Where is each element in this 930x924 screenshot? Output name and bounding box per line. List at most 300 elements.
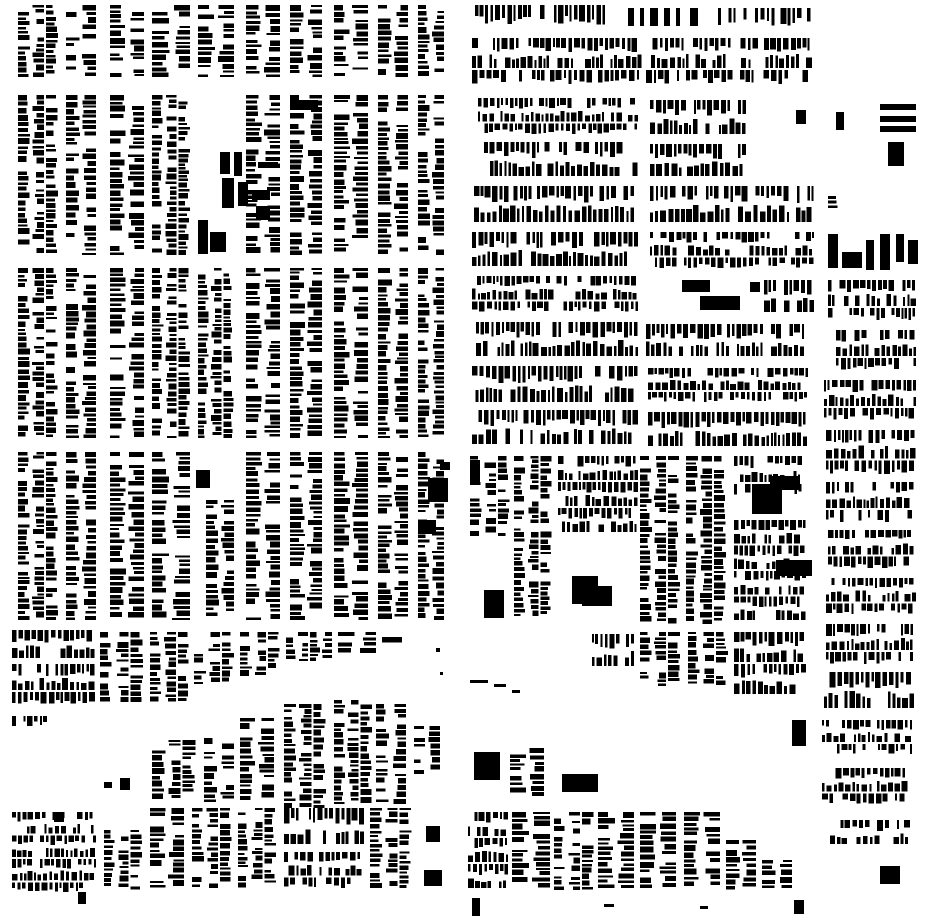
building-footprint: [511, 142, 515, 152]
building-footprint: [499, 291, 502, 299]
building-footprint: [378, 69, 386, 75]
building-footprint: [355, 830, 359, 844]
building-footprint: [861, 308, 864, 317]
building-footprint: [534, 766, 544, 772]
building-footprint: [110, 493, 124, 496]
building-footprint: [194, 682, 203, 684]
building-footprint: [576, 142, 582, 151]
building-footprint: [758, 546, 761, 552]
building-footprint: [18, 403, 29, 406]
building-footprint: [66, 545, 75, 550]
building-footprint: [18, 432, 26, 437]
building-footprint: [618, 340, 623, 356]
building-footprint: [152, 280, 160, 285]
building-footprint: [418, 207, 427, 212]
building-footprint: [621, 388, 627, 402]
building-footprint: [309, 808, 311, 820]
building-footprint: [477, 276, 481, 285]
building-footprint: [852, 530, 855, 538]
building-footprint: [700, 345, 702, 356]
building-footprint: [863, 793, 867, 802]
building-footprint: [93, 835, 96, 842]
building-footprint: [680, 432, 682, 446]
building-footprint: [389, 863, 398, 867]
building-footprint: [661, 837, 676, 842]
building-footprint: [23, 835, 28, 842]
building-footprint: [359, 303, 368, 305]
building-footprint: [266, 304, 280, 310]
building-footprint: [914, 358, 916, 366]
building-footprint: [617, 470, 621, 480]
building-footprint: [37, 113, 44, 117]
building-footprint: [378, 250, 388, 255]
building-footprint: [308, 470, 323, 473]
building-footprint: [772, 562, 776, 569]
building-footprint: [46, 95, 56, 99]
building-footprint: [783, 186, 788, 201]
building-footprint: [907, 380, 911, 391]
building-footprint: [240, 789, 251, 794]
building-footprint: [179, 290, 187, 292]
building-footprint: [707, 638, 714, 642]
building-footprint: [134, 333, 144, 336]
building-footprint: [495, 161, 499, 176]
building-footprint: [165, 695, 176, 697]
building-footprint: [152, 378, 161, 381]
building-footprint: [121, 697, 129, 702]
building-footprint: [514, 467, 525, 473]
building-footprint: [290, 475, 302, 478]
building-footprint: [848, 578, 850, 587]
building-footprint: [691, 412, 693, 428]
building-footprint: [688, 642, 696, 647]
building-footprint: [74, 849, 78, 857]
building-footprint: [398, 742, 406, 747]
building-footprint: [564, 142, 567, 155]
building-footprint: [573, 887, 580, 890]
building-footprint: [513, 186, 517, 200]
building-footprint: [290, 155, 303, 158]
building-footprint: [875, 578, 877, 588]
building-footprint: [617, 98, 621, 107]
building-footprint: [434, 320, 444, 322]
building-footprint: [257, 632, 266, 637]
building-footprint: [129, 465, 144, 468]
building-footprint: [400, 248, 408, 252]
building-footprint: [66, 617, 75, 620]
building-footprint: [436, 249, 444, 255]
building-footprint: [755, 587, 759, 595]
building-footprint: [703, 620, 712, 624]
building-footprint: [496, 322, 500, 335]
building-footprint: [286, 649, 295, 654]
building-footprint: [700, 509, 712, 515]
building-footprint: [834, 448, 838, 458]
building-footprint: [192, 824, 199, 827]
building-footprint: [100, 649, 108, 654]
building-footprint: [640, 575, 650, 581]
building-footprint: [238, 839, 247, 845]
building-footprint: [152, 31, 169, 34]
building-footprint: [627, 211, 629, 222]
building-footprint: [150, 834, 166, 837]
building-footprint: [196, 470, 210, 488]
building-footprint: [602, 232, 605, 245]
building-footprint: [877, 652, 880, 664]
building-footprint: [133, 470, 144, 475]
building-footprint: [179, 401, 190, 405]
building-footprint: [211, 853, 218, 857]
building-footprint: [396, 107, 408, 110]
building-footprint: [334, 275, 349, 279]
building-footprint: [86, 249, 97, 251]
building-footprint: [714, 470, 724, 473]
building-footprint: [66, 220, 77, 225]
building-footprint: [802, 324, 804, 339]
building-footprint: [478, 98, 481, 106]
building-footprint: [727, 100, 730, 111]
building-footprint: [35, 194, 44, 197]
building-footprint: [223, 273, 229, 276]
building-footprint: [290, 594, 305, 598]
building-footprint: [719, 392, 723, 399]
building-footprint: [611, 522, 616, 532]
building-footprint: [839, 408, 843, 415]
building-footprint: [689, 144, 692, 155]
building-footprint: [484, 463, 496, 469]
building-footprint: [18, 599, 29, 603]
building-footprint: [265, 489, 281, 493]
building-footprint: [360, 648, 376, 653]
building-footprint: [779, 536, 785, 544]
building-footprint: [257, 667, 266, 671]
building-footprint: [538, 883, 550, 887]
building-footprint: [640, 456, 649, 460]
building-footprint: [418, 323, 428, 328]
building-footprint: [651, 55, 655, 68]
building-footprint: [183, 756, 192, 759]
building-footprint: [711, 881, 721, 885]
building-footprint: [572, 821, 580, 823]
building-footprint: [705, 573, 713, 576]
building-footprint: [270, 587, 280, 590]
building-footprint: [522, 206, 524, 222]
building-footprint: [418, 276, 428, 279]
building-footprint: [684, 841, 697, 844]
building-footprint: [499, 853, 505, 862]
building-footprint: [714, 527, 723, 532]
building-footprint: [290, 159, 302, 163]
building-footprint: [479, 812, 485, 821]
building-footprint: [270, 415, 280, 421]
building-footprint: [290, 428, 300, 431]
building-footprint: [541, 532, 552, 538]
building-footprint: [152, 611, 167, 617]
building-footprint: [828, 280, 832, 292]
building-footprint: [17, 882, 20, 889]
building-footprint: [495, 123, 500, 130]
building-footprint: [512, 59, 515, 68]
building-footprint: [128, 176, 144, 180]
building-footprint: [418, 159, 428, 163]
building-footprint: [525, 343, 528, 357]
building-footprint: [378, 564, 388, 569]
building-footprint: [562, 521, 565, 532]
building-footprint: [700, 296, 740, 310]
building-footprint: [826, 450, 832, 459]
building-footprint: [198, 26, 209, 31]
building-footprint: [36, 411, 44, 416]
building-footprint: [897, 698, 900, 708]
building-footprint: [737, 344, 739, 356]
building-footprint: [313, 744, 323, 749]
building-footprint: [240, 748, 251, 753]
building-footprint: [169, 367, 177, 371]
building-footprint: [334, 877, 339, 885]
building-footprint: [905, 308, 907, 319]
building-footprint: [435, 421, 444, 424]
building-footprint: [897, 603, 899, 612]
building-footprint: [398, 598, 408, 601]
building-footprint: [468, 827, 470, 837]
building-footprint: [714, 606, 724, 609]
building-footprint: [506, 98, 508, 105]
building-footprint: [556, 410, 560, 420]
building-footprint: [334, 380, 349, 385]
building-footprint: [771, 324, 775, 334]
building-footprint: [673, 248, 677, 256]
building-footprint: [352, 580, 368, 584]
building-footprint: [198, 65, 210, 67]
building-footprint: [714, 490, 724, 493]
building-footprint: [215, 427, 221, 431]
building-footprint: [284, 808, 289, 823]
building-footprint: [271, 102, 280, 106]
building-footprint: [700, 213, 706, 222]
building-footprint: [541, 468, 551, 473]
building-footprint: [543, 123, 546, 133]
building-footprint: [752, 681, 756, 694]
building-footprint: [539, 98, 544, 106]
building-footprint: [538, 123, 541, 133]
building-footprint: [80, 851, 84, 857]
building-footprint: [334, 772, 345, 778]
building-footprint: [857, 793, 861, 803]
building-footprint: [18, 207, 25, 211]
building-footprint: [270, 556, 280, 560]
building-footprint: [611, 113, 614, 122]
building-footprint: [875, 348, 880, 356]
building-footprint: [394, 799, 407, 804]
building-footprint: [414, 770, 424, 774]
building-footprint: [152, 62, 162, 66]
building-footprint: [84, 477, 96, 482]
building-footprint: [36, 293, 45, 295]
building-footprint: [66, 532, 74, 535]
building-footprint: [66, 393, 78, 396]
building-footprint: [214, 339, 222, 343]
building-footprint: [179, 164, 185, 166]
building-footprint: [885, 510, 889, 522]
building-footprint: [65, 692, 70, 701]
building-footprint: [490, 161, 493, 176]
building-footprint: [266, 13, 281, 17]
building-footprint: [887, 294, 892, 306]
building-footprint: [290, 551, 304, 555]
building-footprint: [716, 676, 723, 679]
building-footprint: [299, 777, 312, 779]
building-footprint: [262, 785, 274, 791]
building-footprint: [84, 435, 96, 439]
building-footprint: [378, 59, 389, 64]
building-footprint: [895, 793, 897, 800]
building-footprint: [32, 53, 44, 57]
building-footprint: [842, 430, 844, 443]
building-footprint: [18, 487, 27, 491]
building-footprint: [836, 330, 840, 340]
building-footprint: [352, 187, 368, 191]
building-footprint: [266, 157, 280, 161]
building-footprint: [110, 512, 125, 515]
building-footprint: [700, 612, 712, 617]
building-footprint: [536, 862, 550, 866]
building-footprint: [37, 525, 44, 527]
building-footprint: [556, 366, 559, 377]
building-footprint: [435, 208, 444, 213]
building-footprint: [61, 849, 64, 857]
building-footprint: [352, 483, 368, 487]
building-footprint: [168, 167, 177, 172]
building-footprint: [33, 106, 44, 111]
building-footprint: [79, 882, 83, 888]
building-footprint: [18, 604, 29, 609]
building-footprint: [908, 240, 918, 264]
building-footprint: [418, 27, 426, 33]
building-footprint: [726, 869, 739, 871]
building-footprint: [198, 5, 209, 9]
building-footprint: [583, 474, 588, 480]
building-footprint: [910, 744, 912, 754]
building-footprint: [334, 482, 349, 486]
building-footprint: [505, 864, 508, 875]
building-footprint: [226, 608, 234, 611]
building-footprint: [104, 869, 113, 871]
building-footprint: [418, 66, 429, 69]
building-footprint: [378, 376, 388, 379]
building-footprint: [334, 488, 347, 491]
building-footprint: [686, 512, 697, 515]
building-footprint: [779, 664, 782, 675]
building-footprint: [640, 587, 647, 590]
building-footprint: [828, 205, 838, 208]
building-footprint: [779, 520, 784, 530]
building-footprint: [334, 868, 340, 875]
building-footprint: [436, 562, 444, 567]
building-footprint: [361, 766, 372, 770]
building-footprint: [378, 458, 391, 461]
building-footprint: [36, 519, 44, 523]
building-footprint: [870, 530, 876, 538]
building-footprint: [174, 579, 190, 583]
building-footprint: [83, 25, 96, 30]
building-footprint: [738, 207, 743, 222]
building-footprint: [359, 333, 369, 336]
building-footprint: [400, 317, 408, 320]
building-footprint: [903, 345, 908, 357]
building-footprint: [66, 138, 74, 141]
building-footprint: [482, 255, 485, 267]
building-footprint: [309, 250, 322, 254]
building-footprint: [648, 436, 653, 446]
building-footprint: [747, 846, 756, 850]
building-footprint: [33, 150, 44, 155]
building-footprint: [150, 682, 161, 684]
building-footprint: [912, 593, 916, 602]
building-footprint: [432, 757, 440, 763]
building-footprint: [378, 381, 387, 384]
building-footprint: [487, 276, 492, 283]
building-footprint: [883, 399, 887, 406]
building-footprint: [882, 358, 887, 366]
building-footprint: [179, 312, 188, 318]
building-footprint: [130, 129, 144, 135]
building-footprint: [714, 590, 724, 594]
building-footprint: [87, 418, 96, 421]
building-footprint: [152, 599, 164, 603]
building-footprint: [152, 403, 160, 409]
building-footprint: [55, 826, 59, 833]
building-footprint: [396, 501, 408, 506]
building-footprint: [822, 783, 825, 791]
building-footprint: [677, 70, 679, 81]
building-footprint: [334, 498, 350, 504]
building-footprint: [238, 862, 246, 864]
building-footprint: [290, 516, 305, 520]
building-footprint: [329, 808, 333, 819]
building-footprint: [167, 117, 177, 121]
building-footprint: [494, 301, 496, 309]
building-footprint: [134, 245, 144, 249]
building-footprint: [905, 720, 908, 727]
building-footprint: [36, 392, 44, 398]
building-footprint: [670, 121, 673, 134]
building-footprint: [807, 38, 809, 50]
building-footprint: [435, 69, 444, 72]
building-footprint: [223, 286, 231, 290]
building-footprint: [882, 557, 888, 568]
building-footprint: [133, 420, 145, 426]
building-footprint: [555, 162, 558, 177]
building-footprint: [85, 407, 96, 412]
building-footprint: [34, 872, 36, 880]
building-footprint: [655, 581, 666, 587]
building-footprint: [246, 26, 260, 31]
building-footprint: [503, 209, 509, 222]
building-footprint: [730, 186, 732, 202]
building-footprint: [86, 535, 96, 539]
building-footprint: [135, 274, 145, 277]
building-footprint: [489, 123, 493, 132]
building-footprint: [668, 593, 676, 597]
building-footprint: [204, 800, 216, 802]
building-footprint: [557, 98, 559, 106]
building-footprint: [725, 163, 730, 177]
building-footprint: [88, 297, 97, 303]
building-footprint: [240, 653, 247, 656]
building-footprint: [267, 452, 280, 456]
building-footprint: [378, 302, 388, 306]
building-footprint: [37, 198, 44, 204]
